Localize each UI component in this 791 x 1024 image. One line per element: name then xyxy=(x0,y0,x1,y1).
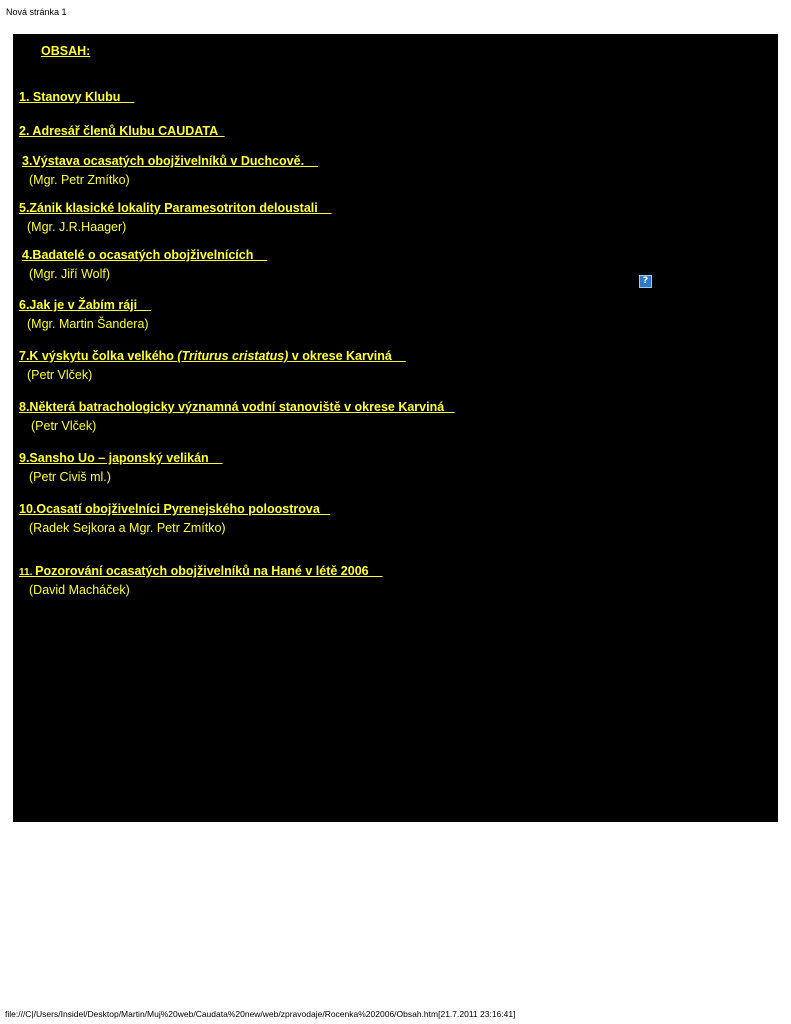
toc-author-8: (Petr Vlček) xyxy=(31,419,97,433)
toc-link-7-part-3: v okrese Karviná xyxy=(288,349,406,363)
toc-author-5: (Mgr. J.R.Haager) xyxy=(27,220,127,234)
toc-link-4[interactable]: 4.Badatelé o ocasatých obojživelnících xyxy=(22,248,268,262)
toc-link-10[interactable]: 10.Ocasatí obojživelníci Pyrenejského poloostrova xyxy=(19,502,331,516)
contents-heading-link[interactable]: OBSAH: xyxy=(41,44,91,58)
toc-author-9: (Petr Civiš ml.) xyxy=(29,470,111,484)
toc-author-10: (Radek Sejkora a Mgr. Petr Zmítko) xyxy=(29,521,226,535)
toc-link-11[interactable] xyxy=(19,564,383,578)
toc-link-7-species: (Triturus cristatus) xyxy=(177,349,289,363)
toc-link-11-number: 11. xyxy=(19,567,36,578)
toc-link-2[interactable]: 2. Adresář členů Klubu CAUDATA xyxy=(19,124,225,138)
toc-author-11: (David Macháček) xyxy=(29,583,130,597)
toc-author-4: (Mgr. Jiří Wolf) xyxy=(29,267,111,281)
help-icon: ? xyxy=(639,275,652,288)
toc-link-11-title: Pozorování ocasatých obojživelníků na Hané v létě 2006 xyxy=(35,564,383,578)
print-footer-url: file:///C|/Users/Insidel/Desktop/Martin/Muj%20web/Caudata%20new/web/zpravodaje/Rocenka%202006/Obsah.htm[21.7.2011 23:16:41] xyxy=(5,1009,516,1019)
toc-link-6[interactable]: 6.Jak je v Žabím ráji xyxy=(19,298,152,312)
toc-link-1[interactable]: 1. Stanovy Klubu xyxy=(19,90,135,104)
toc-link-7[interactable] xyxy=(19,349,406,363)
toc-author-3: (Mgr. Petr Zmítko) xyxy=(29,173,130,187)
toc-link-7-part-1: 7.K výskytu čolka velkého xyxy=(19,349,178,363)
print-header-title: Nová stránka 1 xyxy=(6,7,67,17)
toc-link-9[interactable]: 9.Sansho Uo – japonský velikán xyxy=(19,451,223,465)
contents-panel xyxy=(13,34,778,822)
toc-link-5[interactable]: 5.Zánik klasické lokality Paramesotriton deloustali xyxy=(19,201,332,215)
toc-author-6: (Mgr. Martin Šandera) xyxy=(27,317,149,331)
toc-author-7: (Petr Vlček) xyxy=(27,368,93,382)
toc-link-3[interactable]: 3.Výstava ocasatých obojživelníků v Duchcově. xyxy=(22,154,318,168)
toc-link-8[interactable]: 8.Některá batrachologicky významná vodní stanoviště v okrese Karviná xyxy=(19,400,455,414)
